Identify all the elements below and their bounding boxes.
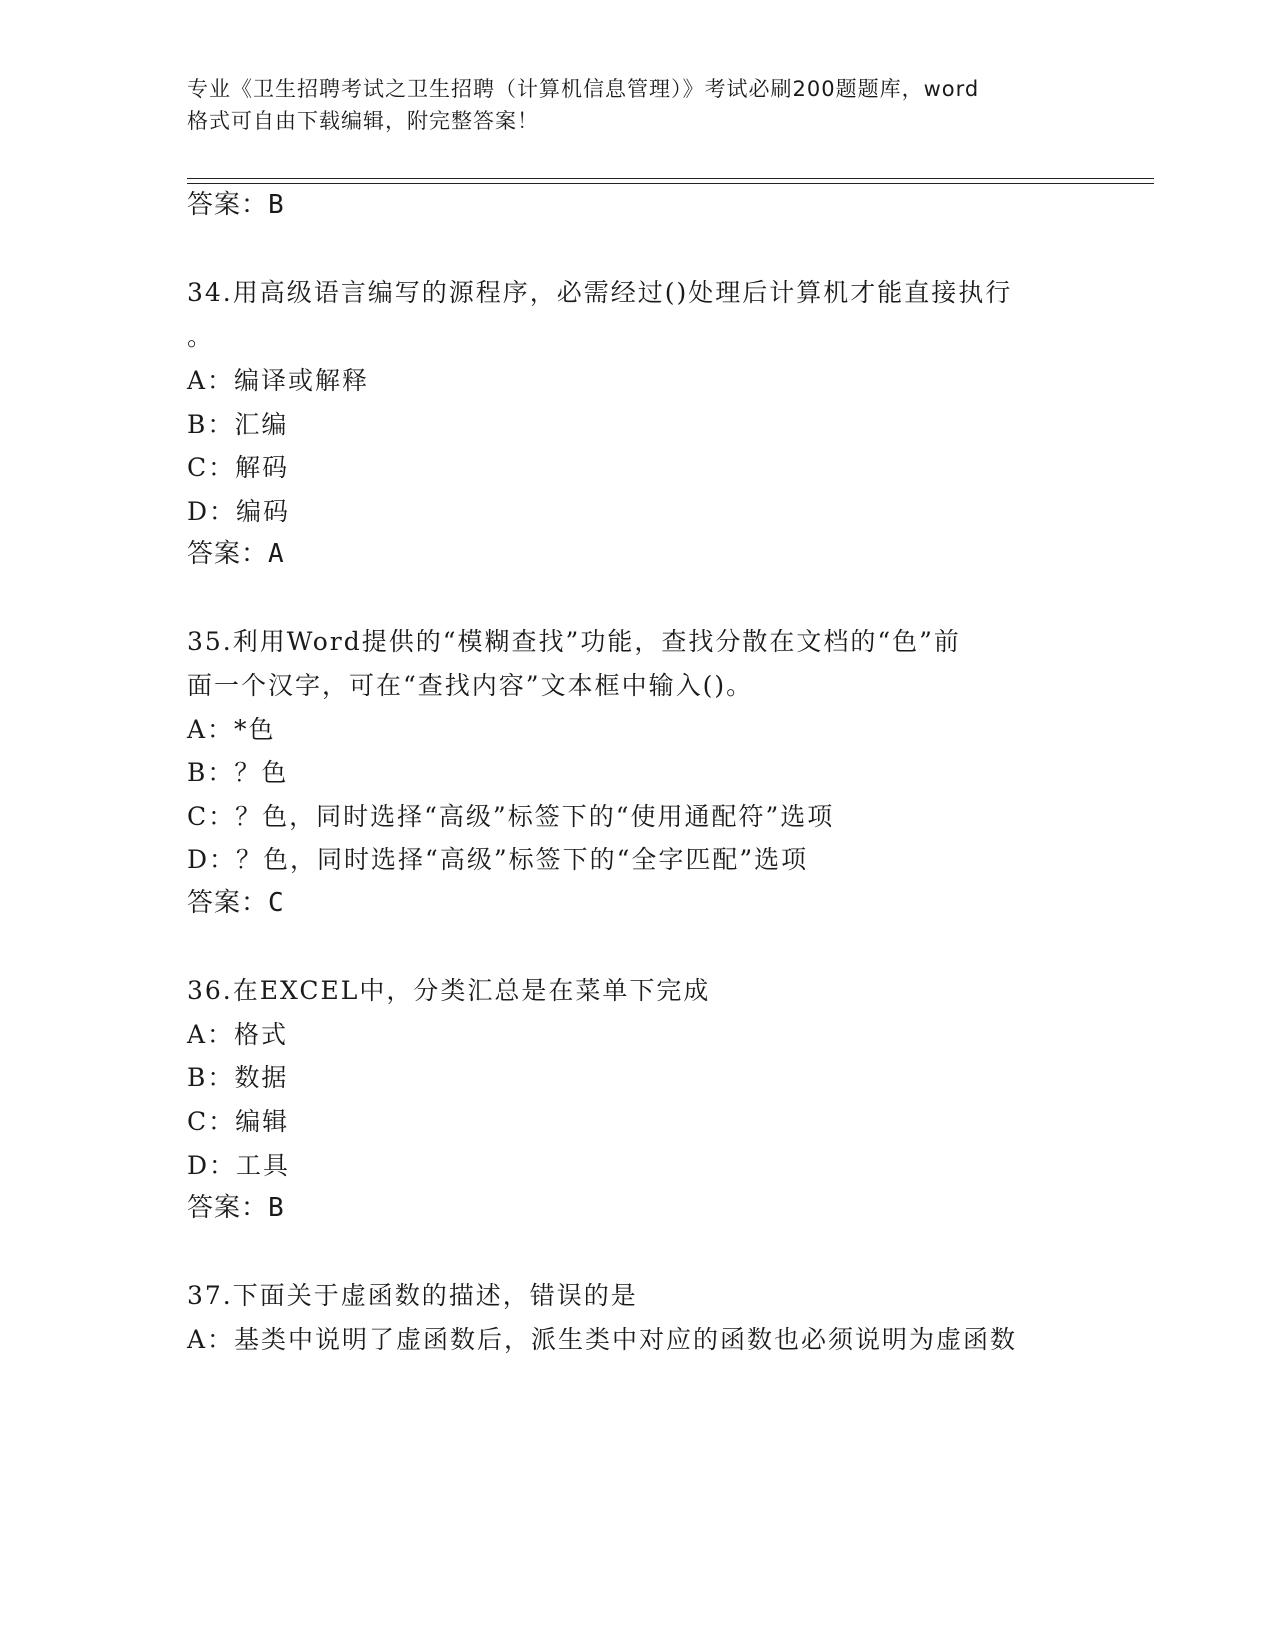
question-35-option-b: B：？色 — [187, 758, 289, 787]
question-36-option-b: B：数据 — [187, 1063, 289, 1092]
answer-label: 答案： — [187, 1193, 269, 1223]
answer-value: B — [268, 190, 285, 220]
question-34-option-c: C：解码 — [187, 453, 290, 482]
header-divider-secondary — [187, 183, 1154, 184]
answer-label: 答案： — [187, 888, 269, 918]
question-36-stem: 36.在EXCEL中，分类汇总是在菜单下完成 — [187, 976, 711, 1005]
header-divider — [187, 178, 1154, 179]
question-36-option-a: A：格式 — [187, 1020, 289, 1049]
question-36-option-c: C：编辑 — [187, 1107, 290, 1136]
question-35-option-a: A：*色 — [187, 715, 276, 744]
question-34-answer — [187, 533, 285, 570]
question-35-answer — [187, 882, 285, 919]
question-35-option-c: C：？色，同时选择“高级”标签下的“使用通配符”选项 — [187, 802, 835, 831]
question-35-option-d: D：？色，同时选择“高级”标签下的“全字匹配”选项 — [187, 845, 809, 874]
document-header — [187, 73, 1087, 137]
answer-label: 答案： — [187, 539, 269, 569]
answer-value: B — [268, 1193, 285, 1223]
question-36-option-d: D：工具 — [187, 1151, 291, 1180]
question-35-stem-cont: 面一个汉字，可在“查找内容”文本框中输入()。 — [187, 671, 754, 700]
question-36-answer — [187, 1187, 285, 1224]
header-line-1: 专业《卫生招聘考试之卫生招聘（计算机信息管理）》考试必刷200题题库，word — [187, 77, 980, 101]
question-34-option-a: A：编译或解释 — [187, 366, 370, 395]
question-34-stem-cont: 。 — [187, 322, 215, 351]
question-37-option-a: A：基类中说明了虚函数后，派生类中对应的函数也必须说明为虚函数 — [187, 1325, 1018, 1354]
answer-value: A — [268, 539, 285, 569]
question-34-option-b: B：汇编 — [187, 410, 289, 439]
question-35-stem: 35.利用Word提供的“模糊查找”功能，查找分散在文档的“色”前 — [187, 627, 961, 656]
prev-answer — [187, 184, 285, 221]
header-line-2: 格式可自由下载编辑，附完整答案！ — [187, 109, 539, 133]
question-34-stem: 34.用高级语言编写的源程序，必需经过()处理后计算机才能直接执行 — [187, 278, 1013, 307]
answer-value: C — [268, 888, 285, 918]
question-34-option-d: D：编码 — [187, 497, 291, 526]
answer-label: 答案： — [187, 190, 269, 220]
question-37-stem: 37.下面关于虚函数的描述，错误的是 — [187, 1281, 638, 1310]
